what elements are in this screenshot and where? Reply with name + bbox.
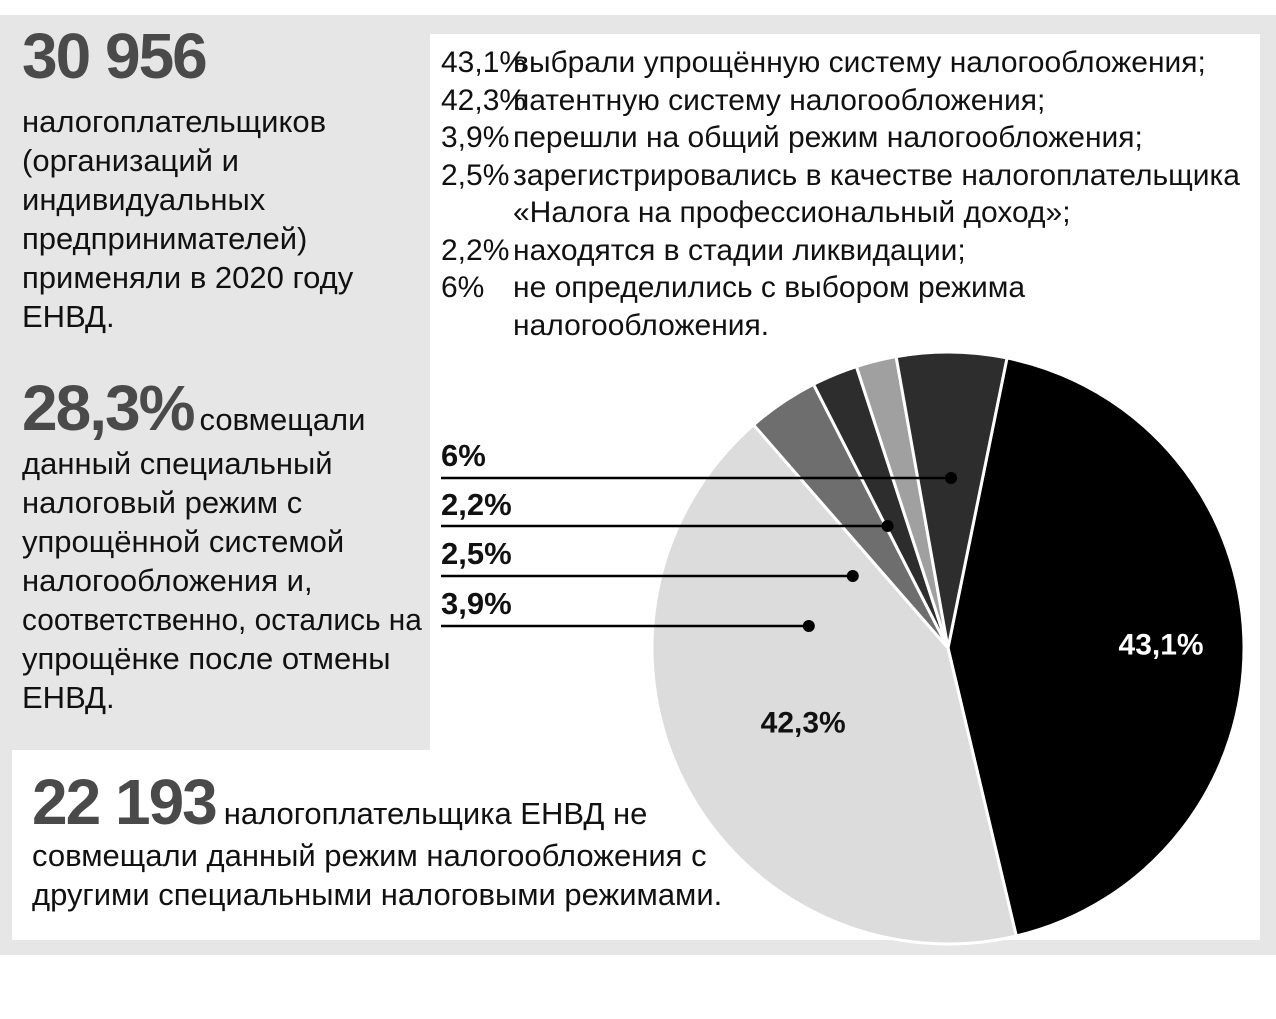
combined-regime-line: налогообложения и, — [22, 563, 313, 598]
combined-regime-line: упрощённой системой — [22, 524, 345, 559]
total-taxpayers-line: налогоплательщиков — [22, 104, 327, 139]
legend-percent: 6% — [441, 271, 485, 304]
legend-percent: 2,5% — [441, 158, 510, 192]
combined-regime-block — [22, 372, 427, 717]
not-combined-line: совмещали данный режим налогообложения с — [32, 838, 707, 873]
not-combined-first-line: налогоплательщика ЕНВД не — [223, 796, 648, 831]
callout-dot — [945, 472, 957, 484]
not-combined-number: 22 193 — [32, 766, 216, 838]
legend-item — [441, 82, 1261, 120]
legend-item-continuation: «Налога на профессиональный доход»; — [513, 196, 1071, 229]
combined-regime-line: налоговый режим с — [22, 485, 303, 520]
total-taxpayers-line: применяли в 2020 году — [22, 260, 354, 295]
total-taxpayers-line: предпринимателей) — [22, 221, 308, 256]
legend-percent: 2,2% — [441, 233, 510, 267]
callout-label-2-5: 2,5% — [441, 536, 512, 571]
legend-item — [441, 269, 1261, 307]
total-taxpayers-line: ЕНВД. — [22, 299, 115, 334]
legend-text: не определились с выбором режима — [513, 271, 1026, 304]
total-taxpayers-number: 30 956 — [22, 20, 206, 92]
total-taxpayers-line: индивидуальных — [22, 182, 266, 217]
total-taxpayers-line: (организаций и — [22, 143, 239, 178]
combined-regime-line: данный специальный — [22, 446, 333, 481]
not-combined-line: другими специальными налоговыми режимами. — [32, 877, 723, 912]
not-combined-block — [32, 766, 732, 914]
legend-percent: 3,9% — [441, 121, 510, 154]
slice-value-label: 43,1% — [1118, 628, 1204, 662]
legend-list — [441, 44, 1261, 344]
legend-item — [441, 44, 1261, 82]
callout-label-3-9: 3,9% — [441, 586, 512, 621]
legend-text: перешли на общий режим налогообложения; — [513, 121, 1143, 154]
combined-regime-line: ЕНВД. — [22, 680, 115, 715]
callout-dot — [847, 570, 859, 582]
legend-percent: 42,3% — [441, 83, 527, 117]
callout-dot — [882, 520, 894, 532]
legend-text: находятся в стадии ликвидации; — [513, 233, 966, 267]
legend-text: зарегистрировались в качестве налогоплательщика — [513, 158, 1240, 192]
legend-text: выбрали упрощённую систему налогообложения; — [513, 46, 1206, 79]
legend-item — [441, 157, 1261, 195]
slice-value-label: 42,3% — [760, 706, 846, 740]
legend-percent: 43,1% — [441, 46, 527, 79]
combined-first-word: совмещали — [199, 402, 366, 437]
callout-dot — [803, 620, 815, 632]
callout-label-2-2: 2,2% — [441, 487, 512, 522]
legend-item — [441, 232, 1261, 270]
combined-percent: 28,3% — [22, 372, 194, 444]
total-taxpayers-block — [22, 20, 422, 336]
legend-text: патентную систему налогообложения; — [513, 83, 1046, 117]
callout-label-6: 6% — [441, 438, 486, 473]
combined-regime-line: соответственно, остались на — [22, 602, 422, 637]
legend-item-continuation: налогообложения. — [513, 308, 770, 342]
combined-regime-line: упрощёнке после отмены — [22, 641, 391, 676]
legend-item — [441, 119, 1261, 157]
